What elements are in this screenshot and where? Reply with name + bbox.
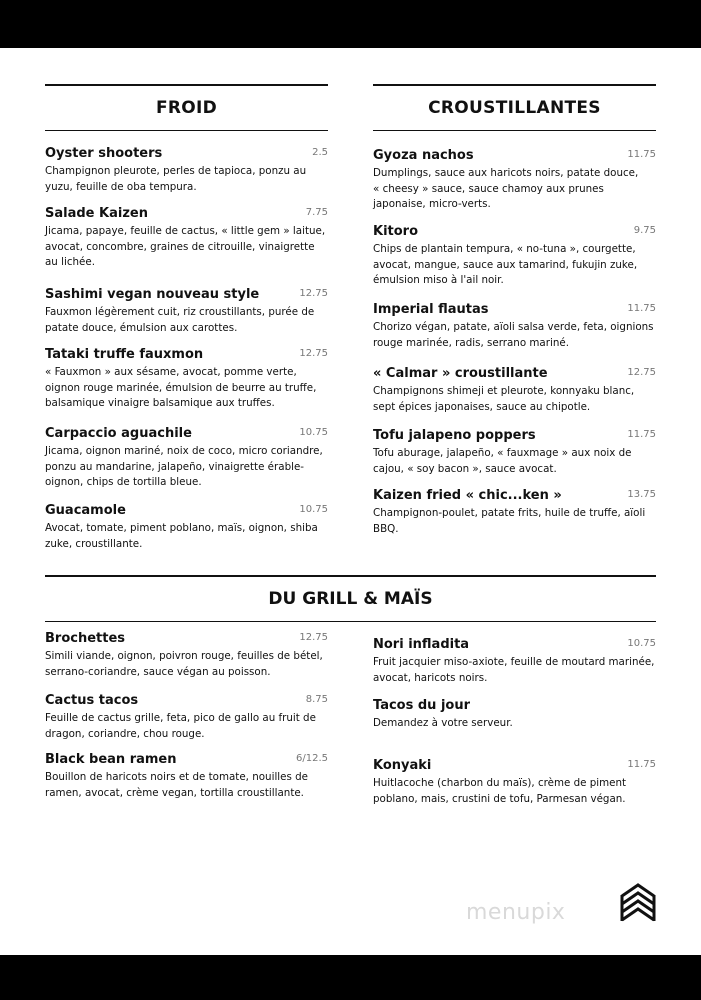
section-bottom-rule bbox=[373, 130, 656, 131]
item-name: Tofu jalapeno poppers bbox=[373, 428, 536, 443]
item-description: Tofu aburage, jalapeño, « fauxmage » aux noix de cajou, « soy bacon », sauce avocat. bbox=[373, 447, 632, 475]
item-name: Kaizen fried « chic...ken » bbox=[373, 488, 562, 503]
item-price: 11.75 bbox=[627, 429, 656, 440]
item-price: 6/12.5 bbox=[296, 753, 328, 764]
section-title: CROUSTILLANTES bbox=[428, 98, 601, 118]
item-price: 7.75 bbox=[305, 207, 328, 218]
item-name: Tataki truffe fauxmon bbox=[45, 347, 204, 362]
croustillantes-items bbox=[373, 148, 656, 548]
item-name: Guacamole bbox=[45, 503, 126, 518]
item-price: 13.75 bbox=[627, 489, 656, 500]
menu-item bbox=[45, 287, 328, 336]
menu-item bbox=[373, 698, 656, 732]
grill-left-items bbox=[45, 631, 328, 811]
item-price: 10.75 bbox=[627, 638, 656, 649]
item-description: Champignon pleurote, perles de tapioca, ponzu au yuzu, feuille de oba tempura. bbox=[45, 165, 307, 193]
item-name: Tacos du jour bbox=[373, 698, 471, 713]
item-name: Salade Kaizen bbox=[45, 206, 148, 221]
item-name: Cactus tacos bbox=[45, 693, 139, 708]
menu-item bbox=[373, 224, 656, 289]
item-price: 11.75 bbox=[627, 149, 656, 160]
menu-item bbox=[45, 693, 328, 742]
section-grill bbox=[45, 575, 656, 622]
item-price: 12.75 bbox=[299, 348, 328, 359]
item-description: Demandez à votre serveur. bbox=[373, 717, 513, 729]
item-price: 12.75 bbox=[299, 288, 328, 299]
item-price: 12.75 bbox=[627, 367, 656, 378]
menu-item bbox=[373, 488, 656, 537]
menu-item bbox=[373, 637, 656, 686]
section-title: FROID bbox=[155, 98, 218, 118]
layered-chevron-logo-icon bbox=[620, 882, 656, 922]
menu-item bbox=[45, 631, 328, 680]
menupix-watermark: menupix bbox=[466, 900, 566, 925]
item-price: 11.75 bbox=[627, 303, 656, 314]
item-name: Gyoza nachos bbox=[373, 148, 474, 163]
item-name: Konyaki bbox=[373, 758, 432, 773]
froid-items bbox=[45, 146, 328, 566]
item-name: Nori infladita bbox=[373, 637, 470, 652]
item-price: 9.75 bbox=[633, 225, 656, 236]
bottom-bar bbox=[0, 955, 701, 1000]
menu-item bbox=[373, 148, 656, 213]
menu-item bbox=[45, 347, 328, 412]
section-bottom-rule bbox=[45, 621, 656, 622]
item-description: Bouillon de haricots noirs et de tomate, nouilles de ramen, avocat, crème vegan, tortilla croustillante. bbox=[45, 771, 309, 799]
menu-item bbox=[45, 146, 328, 195]
item-name: Imperial flautas bbox=[373, 302, 489, 317]
item-name: Carpaccio aguachile bbox=[45, 426, 192, 441]
item-price: 11.75 bbox=[627, 759, 656, 770]
menu-item bbox=[373, 302, 656, 351]
item-price: 10.75 bbox=[299, 427, 328, 438]
item-price: 8.75 bbox=[305, 694, 328, 705]
item-description: Simili viande, oignon, poivron rouge, feuilles de bétel, serrano-coriandre, sauce végan au poisson. bbox=[45, 650, 323, 678]
menu-item bbox=[373, 366, 656, 415]
menu-item bbox=[45, 503, 328, 552]
item-description: « Fauxmon » aux sésame, avocat, pomme verte, oignon rouge marinée, émulsion de beurre au truffe, balsamique vinaigre balsamique aux truffes. bbox=[45, 366, 317, 410]
item-description: Chorizo végan, patate, aïoli salsa verde, feta, oignions rouge marinée, radis, serrano mariné. bbox=[373, 321, 654, 349]
item-price: 12.75 bbox=[299, 632, 328, 643]
item-description: Huitlacoche (charbon du maïs), crème de piment poblano, mais, crustini de tofu, Parmesan végan. bbox=[373, 777, 627, 805]
item-name: « Calmar » croustillante bbox=[373, 366, 548, 381]
section-froid bbox=[45, 84, 328, 131]
item-description: Fruit jacquier miso-axiote, feuille de moutard marinée, avocat, haricots noirs. bbox=[373, 656, 655, 684]
grill-right-items bbox=[373, 637, 656, 817]
item-price: 10.75 bbox=[299, 504, 328, 515]
menu-item bbox=[373, 758, 656, 807]
item-name: Black bean ramen bbox=[45, 752, 177, 767]
item-description: Chips de plantain tempura, « no-tuna », courgette, avocat, mangue, sauce aux tamarind, fukujin zuke, émulsion miso à l'ail noir. bbox=[373, 243, 638, 287]
menu-item bbox=[45, 206, 328, 271]
item-price: 2.5 bbox=[312, 147, 328, 158]
menu-item bbox=[373, 428, 656, 477]
item-description: Dumplings, sauce aux haricots noirs, patate douce, « cheesy » sauce, sauce chamoy aux prunes japonaise, micro-verts. bbox=[373, 167, 639, 211]
item-description: Feuille de cactus grille, feta, pico de gallo au fruit de dragon, coriandre, chou rouge. bbox=[45, 712, 316, 740]
item-name: Brochettes bbox=[45, 631, 126, 646]
item-name: Oyster shooters bbox=[45, 146, 163, 161]
menu-page bbox=[0, 48, 701, 955]
item-name: Kitoro bbox=[373, 224, 419, 239]
item-description: Jicama, papaye, feuille de cactus, « little gem » laitue, avocat, concombre, graines de citrouille, vinaigrette au lichée. bbox=[45, 225, 326, 269]
item-description: Champignon-poulet, patate frits, huile de truffe, aïoli BBQ. bbox=[373, 507, 646, 535]
item-description: Fauxmon légèrement cuit, riz croustillants, purée de patate douce, émulsion aux carottes. bbox=[45, 306, 315, 334]
section-bottom-rule bbox=[45, 130, 328, 131]
section-croustillantes bbox=[373, 84, 656, 131]
item-description: Avocat, tomate, piment poblano, maïs, oignon, shiba zuke, croustillante. bbox=[45, 522, 318, 550]
menu-item bbox=[45, 752, 328, 801]
section-title: DU GRILL & MAÏS bbox=[268, 589, 433, 609]
menu-item bbox=[45, 426, 328, 491]
item-description: Jicama, oignon mariné, noix de coco, micro coriandre, ponzu au mandarine, jalapeño, vinaigrette érable- oignon, chips de tortilla bleue. bbox=[45, 445, 323, 489]
item-name: Sashimi vegan nouveau style bbox=[45, 287, 260, 302]
item-description: Champignons shimeji et pleurote, konnyaku blanc, sept épices japonaises, sauce au chipotle. bbox=[373, 385, 635, 413]
